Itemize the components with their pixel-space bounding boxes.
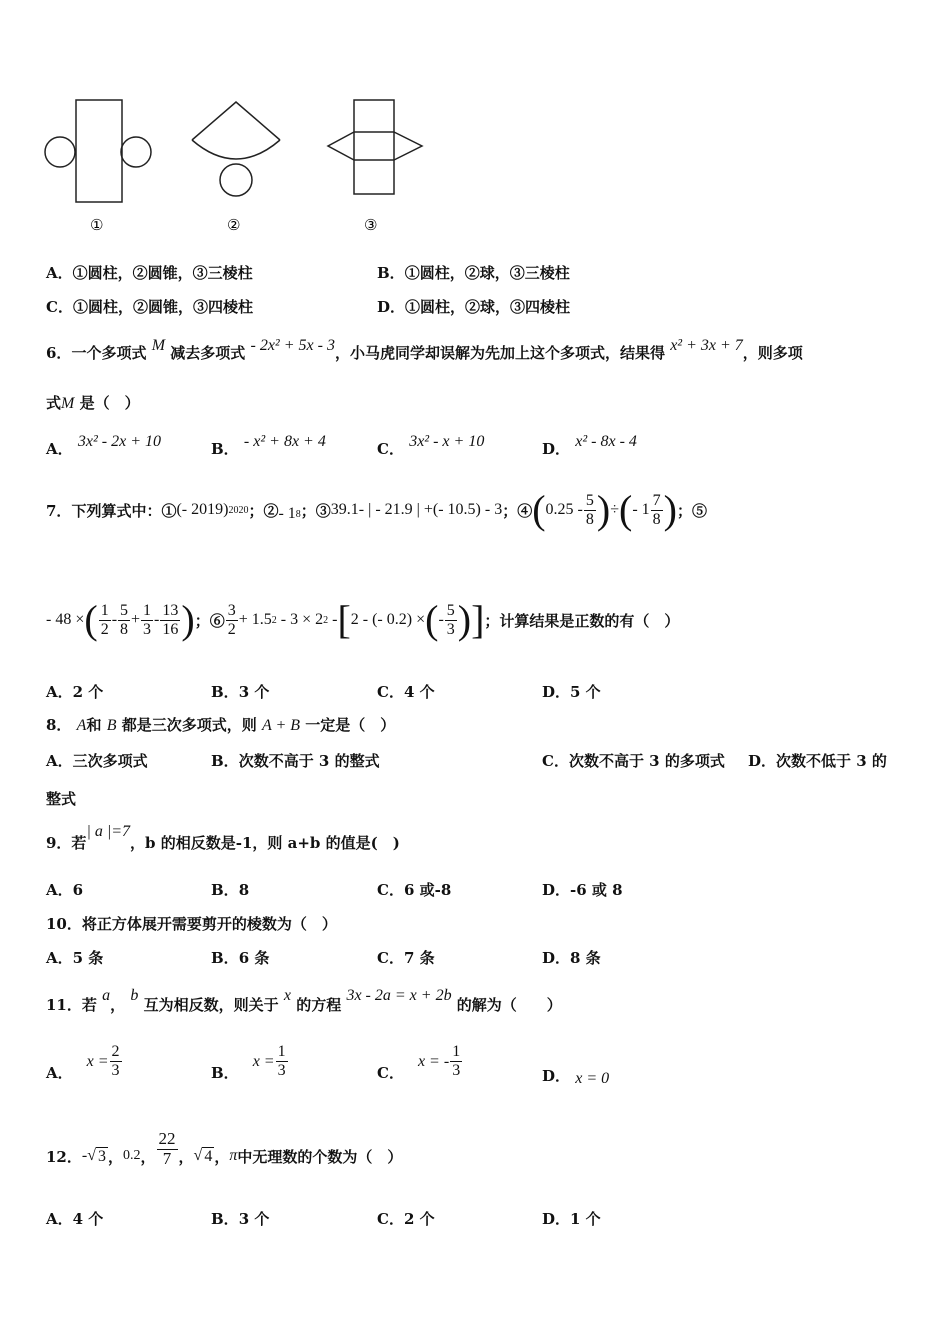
figure-label-3: ③ xyxy=(364,216,378,234)
q6-option-d[interactable]: D． x² - 8x - 4 xyxy=(542,433,637,458)
q10-option-c[interactable]: C．7 条 xyxy=(377,949,435,967)
q11-option-c[interactable]: C． x = - $\frac{1}{3}$ xyxy=(377,1043,461,1082)
q10-option-d[interactable]: D．8 条 xyxy=(542,949,601,967)
q10-option-b[interactable]: B．6 条 xyxy=(211,949,270,967)
q9-option-d[interactable]: D．-6 或 8 xyxy=(542,881,623,899)
q5-option-b[interactable]: B．①圆柱，②球，③三棱柱 xyxy=(377,264,570,282)
q6-option-b[interactable]: B． - x² + 8x + 4 xyxy=(211,433,326,458)
q7-option-c[interactable]: C．4 个 xyxy=(377,683,435,701)
q11-option-b[interactable]: B． x = $\frac{1}{3}$ xyxy=(211,1043,286,1082)
q9-stem: 9．若| a |=7，b 的相反数是-1，则 a+b 的值是( ) xyxy=(46,823,400,852)
q7-stem-cont: - 48 × ( $\frac{1}{2}$ - $\frac{5}{8}$ + $\frac{1}{3}$ - $\frac{13}{16}$ ) ；⑥ $\frac{3}{2}$ + 1.5 2 - 3 × 2 2 - [ 2 - (- 0.2) × ( - $\frac{5}{3}$ ) ] ；计算结果是正数的有（ ） xyxy=(46,597,680,642)
q8-stem: 8． A和 B 都是三次多项式，则 A + B 一定是（ ） xyxy=(46,716,396,734)
q9-option-c[interactable]: C．6 或-8 xyxy=(377,881,452,899)
q10-option-a[interactable]: A．5 条 xyxy=(46,949,104,967)
q12-option-a[interactable]: A．4 个 xyxy=(46,1210,104,1228)
q12-option-b[interactable]: B．3 个 xyxy=(211,1210,270,1228)
q6-option-c[interactable]: C． 3x² - x + 10 xyxy=(377,433,485,458)
q12-option-c[interactable]: C．2 个 xyxy=(377,1210,435,1228)
q5-option-d[interactable]: D．①圆柱，②球，③四棱柱 xyxy=(377,298,571,316)
q9-option-b[interactable]: B．8 xyxy=(211,881,250,899)
q8-option-a[interactable]: A．三次多项式 xyxy=(46,752,148,770)
q11-option-a[interactable]: A． x = $\frac{2}{3}$ xyxy=(46,1043,120,1082)
q8-option-d[interactable]: D．次数不低于 3 的 xyxy=(748,752,887,770)
figure-label-2: ② xyxy=(227,216,241,234)
q12-stem: 12． - √ 3 ， 0.2 ， $\frac{22}{7}$ ， √ 4 ， π 中无理数的个数为（ ） xyxy=(46,1128,403,1168)
cone-net xyxy=(192,102,280,196)
q6-stem: 6．一个多项式 M 减去多项式 - 2x² + 5x - 3，小马虎同学却误解为先加上这个多项式，结果得 x² + 3x + 7，则多项 xyxy=(46,337,803,362)
q5-option-c[interactable]: C．①圆柱，②圆锥，③四棱柱 xyxy=(46,298,253,316)
q5-option-a[interactable]: A．①圆柱，②圆锥，③三棱柱 xyxy=(46,264,253,282)
q6-stem-cont: 式M 是（ ） xyxy=(46,394,140,412)
q12-option-d[interactable]: D．1 个 xyxy=(542,1210,601,1228)
q8-option-c[interactable]: C．次数不高于 3 的多项式 xyxy=(542,752,725,770)
q11-option-d[interactable]: D． x = 0 xyxy=(542,1067,610,1087)
q6-option-a[interactable]: A． 3x² - 2x + 10 xyxy=(46,433,161,458)
q8-option-d-cont: 整式 xyxy=(46,790,77,808)
q7-stem: 7． 下列算式中：① (- 2019) 2020 ；② - 1 8 ；③ 39.1- | - 21.9 | +(- 10.5) - 3 ；④ ( 0.25 - $\frac{5}{8}$ ) ÷ ( - 1 $\frac{7}{8}$ ) ；⑤ xyxy=(46,487,707,532)
q7-option-a[interactable]: A．2 个 xyxy=(46,683,104,701)
cylinder-net xyxy=(45,100,151,202)
q11-stem: 11．若 a， b 互为相反数，则关于 x 的方程 3x - 2a = x + 2b 的解为（ ） xyxy=(46,987,562,1014)
figure-label-1: ① xyxy=(90,216,104,234)
q7-option-d[interactable]: D．5 个 xyxy=(542,683,601,701)
nets-figure xyxy=(40,92,440,242)
q8-option-b[interactable]: B．次数不高于 3 的整式 xyxy=(211,752,380,770)
q7-option-b[interactable]: B．3 个 xyxy=(211,683,270,701)
q10-stem: 10．将正方体展开需要剪开的棱数为（ ） xyxy=(46,915,337,933)
prism-net xyxy=(328,100,422,194)
q9-option-a[interactable]: A．6 xyxy=(46,881,84,899)
